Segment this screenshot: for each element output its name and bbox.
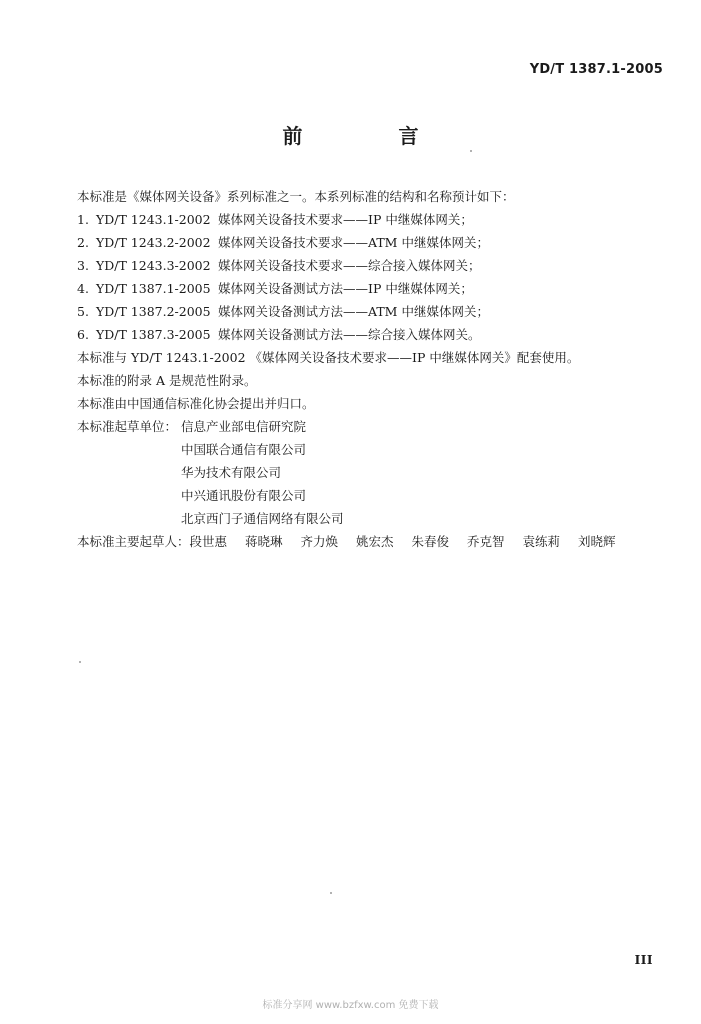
drafter-name: 朱春俊 [411,534,450,549]
drafting-units-label: 本标准起草单位： [77,419,178,434]
drafting-unit-row [77,484,667,507]
list-item-number: 6. [77,327,89,342]
list-item-name: 媒体网关设备技术要求——ATM 中继媒体网关； [218,235,489,250]
foreword-body [77,185,667,553]
drafting-unit: 华为技术有限公司 [181,465,282,480]
series-list [77,208,667,346]
standard-code-header: YD/T 1387.1-2005 [529,62,663,77]
drafter-name: 乔克智 [467,534,505,549]
drafter-name: 齐力焕 [300,534,339,549]
watermark-text: 标准分享网 www.bzfxw.com 免费下载 [262,1000,439,1011]
scan-speck [330,892,332,894]
page-title: 前 言 [282,124,457,148]
drafter-name: 段世惠 [189,534,228,549]
list-item-code: YD/T 1243.3-2002 [96,258,211,273]
list-item [77,208,667,231]
drafting-unit: 北京西门子通信网络有限公司 [181,511,344,526]
drafter-name: 袁练莉 [522,534,561,549]
list-item-number: 3. [77,258,89,273]
drafters-row [77,530,667,553]
drafting-unit-row [77,507,667,530]
page-number: III [634,953,653,967]
drafting-unit-row [77,438,667,461]
drafting-unit-row [77,461,667,484]
companion-paragraph: 本标准与 YD/T 1243.1-2002 《媒体网关设备技术要求——IP 中继媒体网关》配套使用。 [77,350,580,365]
list-item [77,254,667,277]
list-item [77,277,667,300]
list-item [77,300,667,323]
drafting-unit: 中兴通讯股份有限公司 [181,488,307,503]
appendix-paragraph: 本标准的附录 A 是规范性附录。 [77,373,257,388]
list-item-code: YD/T 1387.2-2005 [96,304,211,319]
drafting-unit-row [77,415,667,438]
drafters-list [190,530,630,553]
list-item-name: 媒体网关设备测试方法——综合接入媒体网关。 [218,327,481,342]
list-item-code: YD/T 1387.1-2005 [96,281,211,296]
list-item-name: 媒体网关设备技术要求——IP 中继媒体网关； [218,212,473,227]
scan-speck [79,661,81,663]
list-item-name: 媒体网关设备测试方法——ATM 中继媒体网关； [218,304,489,319]
list-item-code: YD/T 1387.3-2005 [96,327,211,342]
list-item [77,231,667,254]
list-item-number: 4. [77,281,89,296]
drafting-unit: 信息产业部电信研究院 [181,419,307,434]
scan-speck [470,150,472,152]
list-item-number: 5. [77,304,89,319]
proposed-by-paragraph: 本标准由中国通信标准化协会提出并归口。 [77,396,315,411]
list-item-name: 媒体网关设备技术要求——综合接入媒体网关； [218,258,481,273]
list-item-code: YD/T 1243.2-2002 [96,235,211,250]
drafting-unit: 中国联合通信有限公司 [181,442,307,457]
drafter-name: 姚宏杰 [356,534,394,549]
list-item-name: 媒体网关设备测试方法——IP 中继媒体网关； [218,281,473,296]
list-item-number: 2. [77,235,89,250]
list-item [77,323,667,346]
intro-paragraph: 本标准是《媒体网关设备》系列标准之一。本系列标准的结构和名称预计如下： [77,189,515,204]
drafter-name: 刘晓辉 [578,534,616,549]
drafters-label: 本标准主要起草人： [77,534,190,549]
drafting-units-block [77,415,667,530]
drafter-name: 蒋晓琳 [245,534,283,549]
list-item-number: 1. [77,212,89,227]
list-item-code: YD/T 1243.1-2002 [96,212,211,227]
